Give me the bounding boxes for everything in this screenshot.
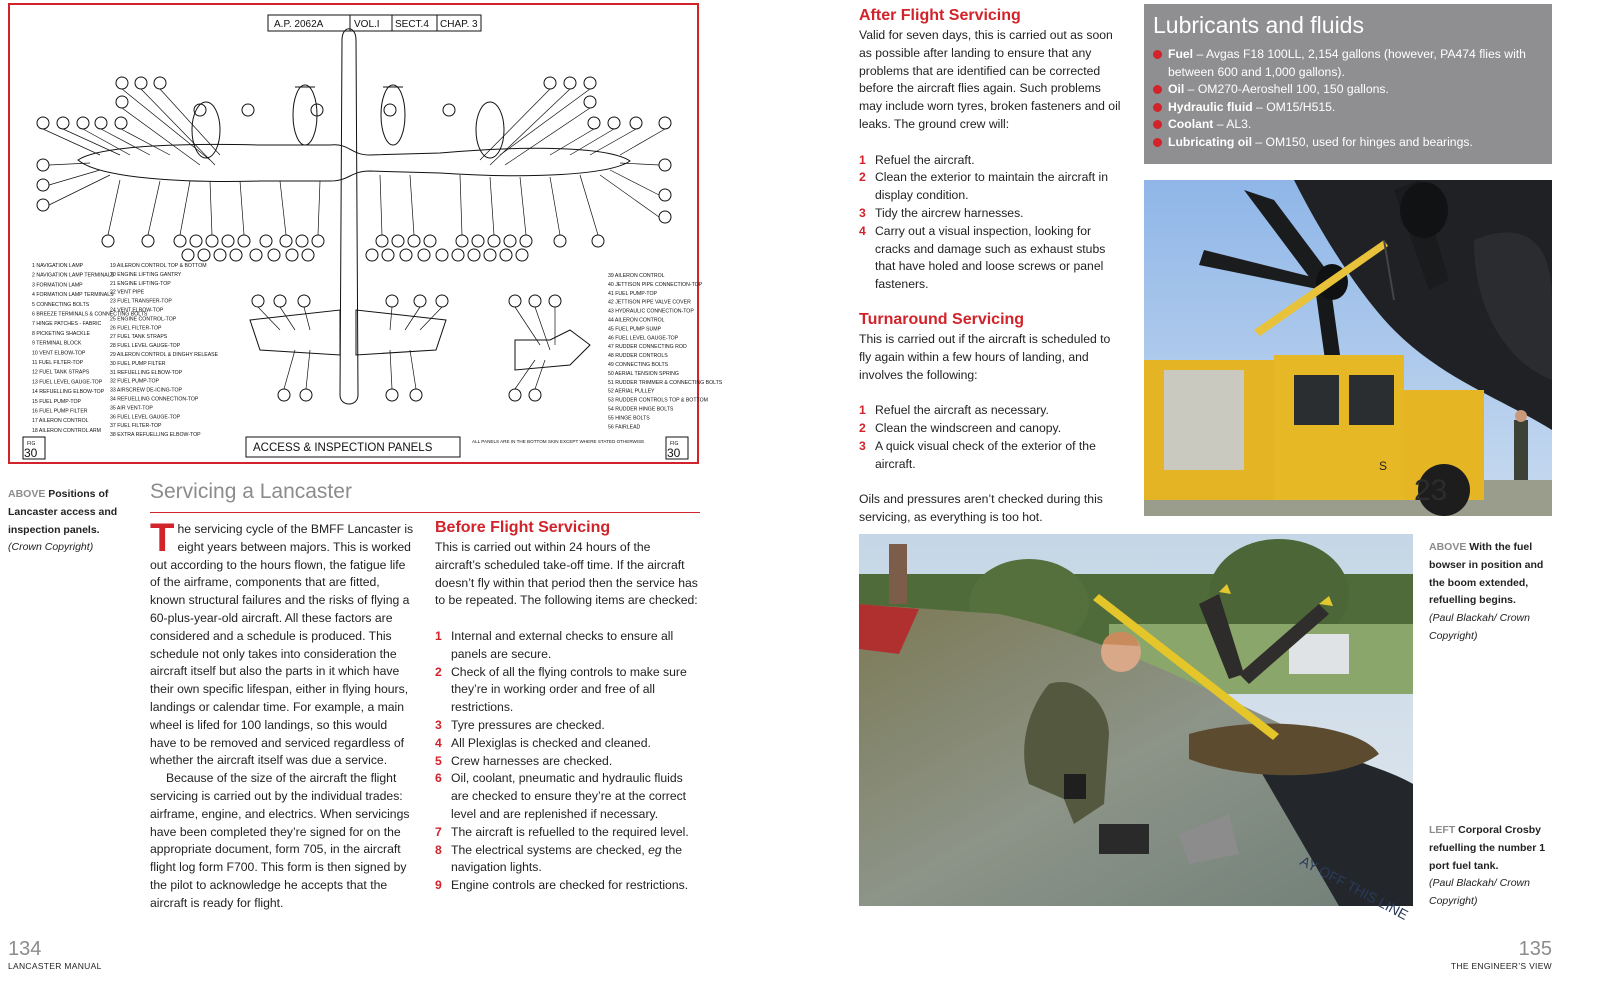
before-flight-item-text: Crew harnesses are checked.	[451, 753, 613, 768]
legend-entry: 26 FUEL FILTER-TOP	[110, 325, 162, 332]
after-flight-item	[859, 223, 1125, 294]
diagram-header-chap: CHAP. 3	[440, 19, 478, 30]
lubricant-spec: – Avgas F18 100LL, 2,154 gallons (however, PA474 flies with between 600 and 1,000 gallons).	[1168, 47, 1526, 79]
turnaround-outro: Oils and pressures aren’t checked during this servicing, as everything is too hot.	[859, 492, 1103, 524]
before-flight-item-number: 7	[435, 824, 442, 839]
legend-entry: 53 RUDDER CONTROLS TOP & BOTTOM	[608, 397, 708, 404]
bowser-caption	[1429, 539, 1559, 646]
before-flight-intro: This is carried out within 24 hours of the aircraft’s scheduled take-off time. If the aircraft doesn’t fly within that period then the service has to be repeated. The following items are checked:	[435, 540, 698, 608]
after-flight-item-number: 3	[859, 205, 866, 220]
legend-entry: 17 AILERON CONTROL	[32, 418, 89, 425]
fig-number-right: 30	[667, 446, 681, 460]
bowser-caption-label: ABOVE	[1429, 541, 1467, 553]
right-running-title: THE ENGINEER’S VIEW	[1450, 961, 1552, 971]
legend-entry: 11 FUEL FILTER-TOP	[32, 360, 84, 366]
right-footer	[1451, 938, 1552, 971]
lubricant-name: Lubricating oil	[1168, 134, 1252, 149]
section-header	[150, 480, 700, 513]
legend-entry: 55 HINGE BOLTS	[608, 415, 650, 422]
legend-entry: 56 FAIRLEAD	[608, 424, 641, 431]
lubricant-spec: – AL3.	[1213, 117, 1252, 132]
left-running-title: LANCASTER MANUAL	[8, 961, 102, 971]
before-flight-item-text: The aircraft is refuelled to the required level.	[451, 824, 689, 839]
legend-entry: 12 FUEL TANK STRAPS	[32, 369, 90, 376]
legend-entry: 39 AILERON CONTROL	[608, 273, 665, 279]
before-flight-item-number: 6	[435, 771, 442, 786]
before-flight-item-number: 3	[435, 717, 442, 732]
after-flight-item-text: Carry out a visual inspection, looking for cracks and damage such as exhaust stubs that have holed and loose screws or panel fasteners.	[875, 223, 1106, 292]
intro-paragraph-2: Because of the size of the aircraft the flight servicing is carried out by the individual trades: airframe, engine, and electrics. When servicings have been completed they’re signed for on the appropriate document, form 705, in the aircraft flight log form F700. This form is then signed by the pilot to acknowledge he accepts that the aircraft is ready for flight.	[150, 771, 410, 910]
before-flight-item-text: All Plexiglas is checked and cleaned.	[451, 735, 651, 750]
legend-entry: 35 AIR VENT-TOP	[110, 405, 153, 412]
legend-entry: 10 VENT ELBOW-TOP	[32, 350, 86, 357]
diagram-note: ALL PANELS ARE IN THE BOTTOM SKIN EXCEPT WHERE STATED OTHERWISE	[472, 439, 645, 444]
legend-col-3	[608, 273, 723, 430]
bullet-icon	[1153, 138, 1162, 147]
legend-entry: 44 AILERON CONTROL	[608, 317, 665, 324]
lubricant-item	[1153, 99, 1545, 117]
fig-number-left: 30	[24, 446, 38, 460]
legend-entry: 48 RUDDER CONTROLS	[608, 353, 668, 360]
drop-cap: T	[150, 516, 175, 560]
legend-entry: 43 HYDRAULIC CONNECTION-TOP	[608, 308, 694, 315]
refuelling-image	[859, 534, 1413, 923]
after-flight-item	[859, 169, 1125, 205]
legend-entry: 34 REFUELLING CONNECTION-TOP	[110, 396, 199, 403]
legend-entry: 6 BREEZE TERMINALS & CONNECTING BOLTS	[32, 311, 148, 318]
turnaround-item	[859, 438, 1125, 474]
before-flight-item	[435, 753, 699, 771]
legend-entry: 13 FUEL LEVEL GAUGE-TOP	[32, 379, 103, 386]
refuelling-caption-text: Corporal Crosby refuelling the number 1 port fuel tank.	[1429, 824, 1546, 872]
turnaround-item-number: 1	[859, 403, 866, 418]
caption-label: ABOVE	[8, 488, 46, 500]
diagram-title: ACCESS & INSPECTION PANELS	[253, 442, 433, 454]
fuel-bowser-image	[1144, 180, 1552, 516]
legend-entry: 46 FUEL LEVEL GAUGE-TOP	[608, 335, 679, 342]
lubricants-box	[1144, 4, 1552, 164]
item8-tail: the navigation lights.	[451, 842, 683, 875]
legend-entry: 23 FUEL TRANSFER-TOP	[110, 298, 172, 305]
caption-text: Positions of Lancaster access and inspection panels.	[8, 488, 118, 536]
legend-entry: 41 FUEL PUMP-TOP	[608, 290, 658, 297]
turnaround-item-text: Refuel the aircraft as necessary.	[875, 403, 1049, 418]
diagram-header-vol: VOL.I	[354, 19, 380, 30]
after-flight-item	[859, 205, 1125, 223]
turnaround-intro: This is carried out if the aircraft is scheduled to fly again within a few hours of landing, and involves the following:	[859, 331, 1111, 382]
before-flight-item	[435, 735, 699, 753]
lubricant-item	[1153, 46, 1545, 81]
fig-label-left: FIG	[27, 441, 36, 447]
legend-entry: 42 JETTISON PIPE VALVE COVER	[608, 299, 691, 306]
before-flight-item-number: 2	[435, 664, 442, 679]
legend-entry: 45 FUEL PUMP SUMP	[608, 326, 662, 333]
before-flight-heading: Before Flight Servicing	[435, 519, 611, 536]
lubricant-spec: – OM270-Aeroshell 100, 150 gallons.	[1184, 82, 1389, 97]
legend-entry: 15 FUEL PUMP-TOP	[32, 398, 82, 405]
bowser-mark: S	[1379, 459, 1388, 473]
after-flight-item-text: Refuel the aircraft.	[875, 152, 975, 167]
bullet-icon	[1153, 103, 1162, 112]
after-flight-section	[859, 7, 1125, 527]
lubricant-item	[1153, 81, 1545, 99]
before-flight-item	[435, 770, 699, 823]
before-flight-item	[435, 664, 699, 717]
bowser-caption-text: With the fuel bowser in position and the boom extended, refuelling begins.	[1429, 541, 1544, 607]
before-flight-item-number: 4	[435, 735, 442, 750]
legend-entry: 19 AILERON CONTROL TOP & BOTTOM	[110, 263, 207, 269]
lubricant-name: Coolant	[1168, 117, 1214, 132]
lubricant-name: Hydraulic fluid	[1168, 99, 1253, 114]
turnaround-item-number: 2	[859, 420, 866, 435]
legend-entry: 29 AILERON CONTROL & DINGHY RELEASE	[110, 352, 219, 358]
bullet-icon	[1153, 50, 1162, 59]
lubricant-item	[1153, 116, 1545, 134]
legend-entry: 38 EXTRA REFUELLING ELBOW-TOP	[110, 432, 201, 439]
diagram-header-ref: A.P. 2062A	[274, 19, 324, 30]
before-flight-item	[435, 717, 699, 735]
before-flight-item	[435, 628, 699, 664]
legend-entry: 49 CONNECTING BOLTS	[608, 362, 669, 368]
right-page-number: 135	[1518, 938, 1552, 960]
before-flight-item-text: Tyre pressures are checked.	[451, 717, 605, 732]
after-flight-heading: After Flight Servicing	[859, 7, 1021, 24]
legend-entry: 47 RUDDER CONNECTING ROD	[608, 344, 687, 351]
before-flight-item-text: Check of all the flying controls to make sure they’re in working order and free of all restrictions.	[451, 664, 687, 715]
legend-entry: 1 NAVIGATION LAMP	[32, 263, 84, 269]
caption-credit: (Crown Copyright)	[8, 541, 94, 554]
legend-entry: 22 VENT PIPE	[110, 289, 145, 296]
turnaround-list	[859, 402, 1125, 473]
lubricant-name: Fuel	[1168, 47, 1194, 61]
item8-eg: eg	[648, 842, 662, 857]
refuelling-caption-label: LEFT	[1429, 824, 1456, 836]
turnaround-item-number: 3	[859, 438, 866, 453]
legend-entry: 7 HINGE PATCHES - FABRIC	[32, 321, 102, 328]
before-flight-item	[435, 824, 699, 842]
turnaround-item	[859, 402, 1125, 420]
wing-text: AY OFF THIS LINE	[1297, 852, 1411, 923]
legend-entry: 16 FUEL PUMP FILTER	[32, 408, 88, 415]
diagram-drawing	[10, 5, 723, 462]
after-flight-list	[859, 152, 1125, 294]
legend-entry: 36 FUEL LEVEL GAUGE-TOP	[110, 414, 181, 421]
legend-entry: 9 TERMINAL BLOCK	[32, 340, 82, 347]
refuelling-photo	[859, 534, 1413, 923]
fuel-bowser-photo	[1144, 180, 1552, 516]
after-flight-item-text: Tidy the aircrew harnesses.	[875, 205, 1024, 220]
legend-entry: 31 REFUELLING ELBOW-TOP	[110, 369, 183, 376]
legend-entry: 5 CONNECTING BOLTS	[32, 301, 90, 308]
turnaround-item-text: Clean the windscreen and canopy.	[875, 420, 1062, 435]
lubricants-title: Lubricants and fluids	[1153, 12, 1364, 38]
after-flight-item-number: 1	[859, 152, 866, 167]
lubricant-spec: – OM150, used for hinges and bearings.	[1251, 134, 1473, 149]
legend-entry: 27 FUEL TANK STRAPS	[110, 334, 168, 341]
bullet-icon	[1153, 120, 1162, 129]
before-flight-item-number: 8	[435, 842, 442, 857]
lubricant-name: Oil	[1168, 82, 1185, 97]
legend-col-2	[110, 263, 219, 438]
refuelling-caption	[1429, 822, 1559, 911]
legend-entry: 2 NAVIGATION LAMP TERMINALS	[32, 272, 115, 279]
legend-entry: 37 FUEL FILTER-TOP	[110, 423, 162, 430]
access-panels-diagram	[8, 3, 723, 464]
legend-entry: 40 JETTISON PIPE CONNECTION-TOP	[608, 281, 703, 288]
legend-entry: 51 RUDDER TRIMMER & CONNECTING BOLTS	[608, 379, 723, 386]
legend-entry: 32 FUEL PUMP-TOP	[110, 378, 160, 385]
before-flight-section	[435, 519, 699, 895]
fig-label-right: FIG	[670, 441, 679, 447]
bullet-icon	[1153, 85, 1162, 94]
section-title: Servicing a Lancaster	[150, 480, 352, 503]
bowser-caption-credit: (Paul Blackah/ Crown Copyright)	[1429, 612, 1530, 642]
legend-entry: 30 FUEL PUMP FILTER	[110, 360, 166, 367]
legend-entry: 8 PICKETING SHACKLE	[32, 330, 90, 337]
legend-entry: 21 ENGINE LIFTING-TOP	[110, 280, 171, 287]
after-flight-item-text: Clean the exterior to maintain the aircraft in display condition.	[875, 170, 1109, 203]
before-flight-list	[435, 628, 699, 895]
lubricant-item	[1153, 134, 1545, 152]
intro-column	[150, 516, 414, 913]
bowser-number: 23	[1414, 474, 1448, 507]
legend-entry: 50 AERIAL TENSION SPRING	[608, 370, 679, 377]
before-flight-item	[435, 877, 699, 895]
legend-entry: 24 VENT ELBOW-TOP	[110, 307, 164, 314]
legend-entry: 3 FORMATION LAMP	[32, 282, 83, 289]
before-flight-item-text: Engine controls are checked for restrictions.	[451, 878, 689, 893]
before-flight-item	[435, 842, 699, 878]
before-flight-item-number: 1	[435, 628, 442, 643]
intro-paragraph-1: The servicing cycle of the BMFF Lancaster is eight years between majors. This is worked out according to the hours flown, the fatigue life of the airframe, components that are fitted, known structural failures and the risks of flying a 60-plus-year-old aircraft. All these factors are considered and a schedule is produced. This schedule not only takes into consideration the aircraft itself but also the parts in it which have their own specific lifespan, either in flying hours, landings or calendar time. For example, a main wheel is lifed for 100 landings, so this would have to be removed and serviced regardless of whether the aircraft itself was due a service.	[150, 516, 414, 768]
after-flight-item-number: 4	[859, 223, 866, 238]
before-flight-item-text: The electrical systems are checked, eg the navigation lights.	[451, 842, 683, 875]
left-footer	[8, 938, 102, 971]
legend-entry: 20 ENGINE LIFTING GANTRY	[110, 271, 182, 278]
legend-entry: 54 RUDDER HINGE BOLTS	[608, 406, 674, 413]
legend-entry: 4 FORMATION LAMP TERMINALS	[32, 292, 114, 299]
legend-entry: 33 AIRSCREW DE-ICING-TOP	[110, 387, 182, 394]
diagram-header-sect: SECT.4	[395, 19, 429, 30]
before-flight-item-text: Oil, coolant, pneumatic and hydraulic fluids are checked to ensure they’re at the correct level and are replenished if necessary.	[451, 771, 687, 821]
turnaround-item	[859, 420, 1125, 438]
diagram-caption	[8, 486, 136, 557]
before-flight-item-number: 9	[435, 878, 442, 893]
legend-entry: 52 AERIAL PULLEY	[608, 388, 655, 395]
turnaround-heading: Turnaround Servicing	[859, 310, 1025, 328]
legend-entry: 18 AILERON CONTROL ARM	[32, 427, 101, 434]
before-flight-item-text: Internal and external checks to ensure all panels are secure.	[451, 628, 674, 661]
legend-entry: 28 FUEL LEVEL GAUGE-TOP	[110, 343, 181, 350]
refuelling-caption-credit: (Paul Blackah/ Crown Copyright)	[1429, 877, 1530, 908]
after-flight-item-number: 2	[859, 170, 866, 185]
after-flight-intro: Valid for seven days, this is carried out as soon as possible after landing to ensure that any problems that are identified can be corrected before the aircraft flies again. Such problems may include worn tyres, broken fasteners and oil leaks. The ground crew will:	[859, 28, 1121, 131]
legend-entry: 14 REFUELLING ELBOW-TOP	[32, 389, 105, 396]
lubricant-spec: – OM15/H515.	[1252, 99, 1336, 114]
after-flight-item	[859, 152, 1125, 170]
turnaround-item-text: A quick visual check of the exterior of the aircraft.	[875, 438, 1096, 471]
legend-entry: 25 ENGINE CONTROL-TOP	[110, 316, 177, 323]
left-page-number: 134	[8, 938, 42, 960]
before-flight-item-number: 5	[435, 753, 442, 768]
lubricants-list	[1153, 46, 1545, 152]
